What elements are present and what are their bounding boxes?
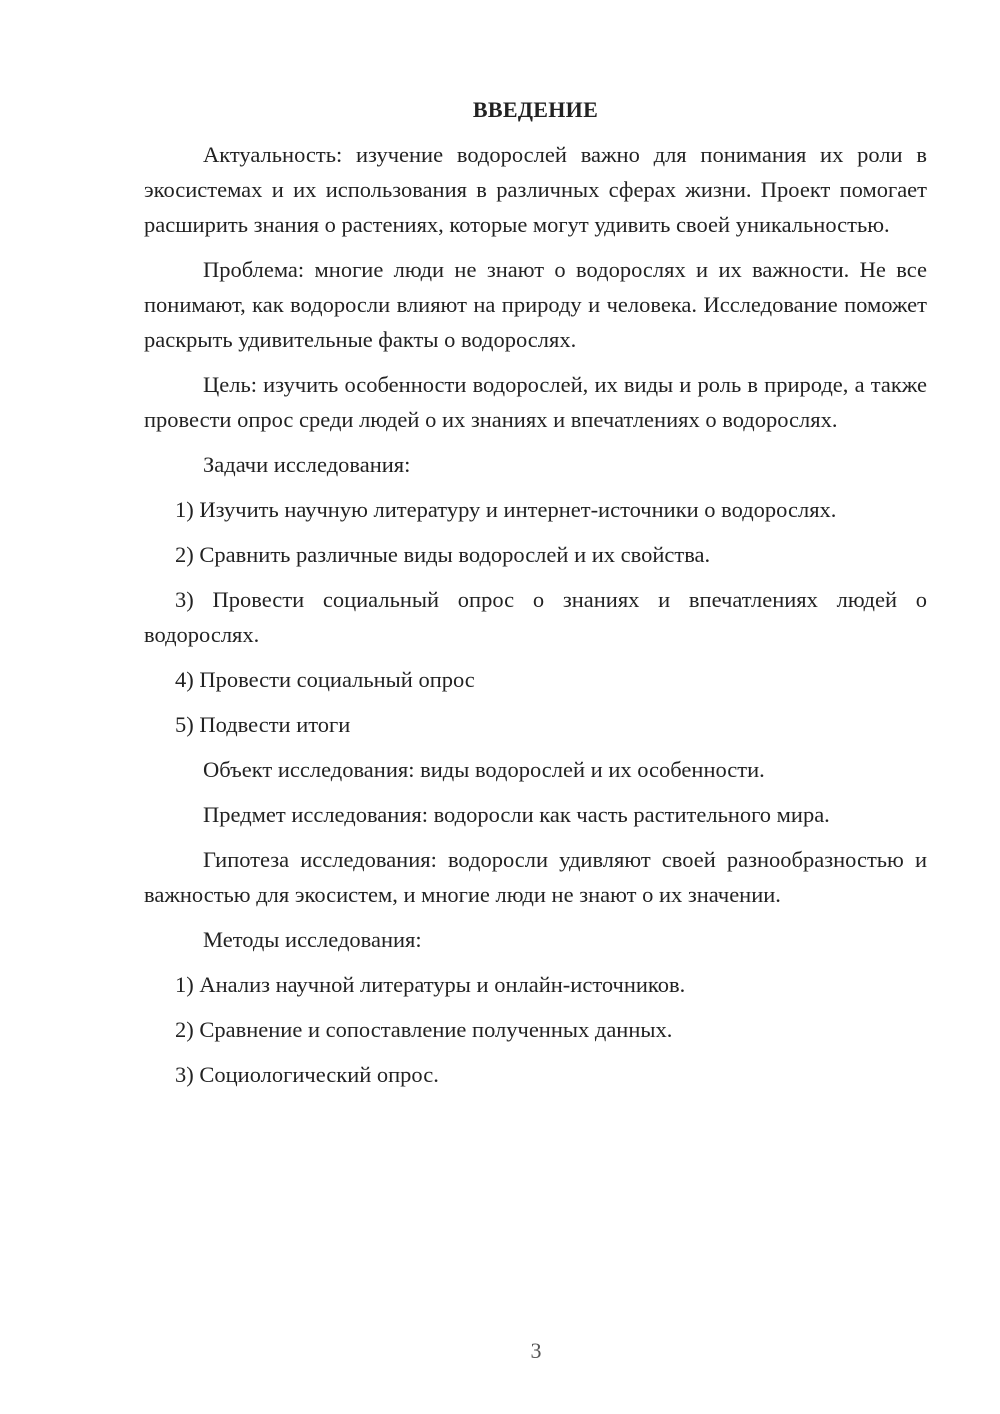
tasks-heading: Задачи исследования: [203,452,411,477]
method-item: 3) Социологический опрос. [175,1062,439,1087]
task-item: 5) Подвести итоги [175,712,351,737]
problem-paragraph: Проблема: многие люди не знают о водорослях и их важности. Не все понимают, как водоросли влияют на природу и человека. Исследование поможет раскрыть удивительные факты о водорослях. [144,257,927,352]
method-item: 2) Сравнение и сопоставление полученных данных. [175,1017,673,1042]
object-paragraph: Объект исследования: виды водорослей и их особенности. [203,757,765,782]
hypothesis-paragraph: Гипотеза исследования: водоросли удивляют своей разнообразностью и важностью для экосистем, и многие люди не знают о их значении. [144,847,927,907]
page-number: 3 [530,1338,542,1363]
subject-paragraph: Предмет исследования: водоросли как часть растительного мира. [203,802,830,827]
methods-heading: Методы исследования: [203,927,422,952]
relevance-paragraph: Актуальность: изучение водорослей важно для понимания их роли в экосистемах и их использования в различных сферах жизни. Проект помогает расширить знания о растениях, которые могут удивить своей уникальностью. [144,142,927,237]
task-item: 3) Провести социальный опрос о знаниях и впечатлениях людей о водорослях. [144,587,927,647]
task-item: 1) Изучить научную литературу и интернет-источники о водорослях. [175,497,837,522]
section-title: ВВЕДЕНИЕ [472,97,599,122]
goal-paragraph: Цель: изучить особенности водорослей, их виды и роль в природе, а также провести опрос среди людей о их знаниях и впечатлениях о водорослях. [144,372,927,432]
task-item: 4) Провести социальный опрос [175,667,475,692]
task-item: 2) Сравнить различные виды водорослей и их свойства. [175,542,711,567]
page-content [144,95,927,1102]
method-item: 1) Анализ научной литературы и онлайн-источников. [175,972,686,997]
